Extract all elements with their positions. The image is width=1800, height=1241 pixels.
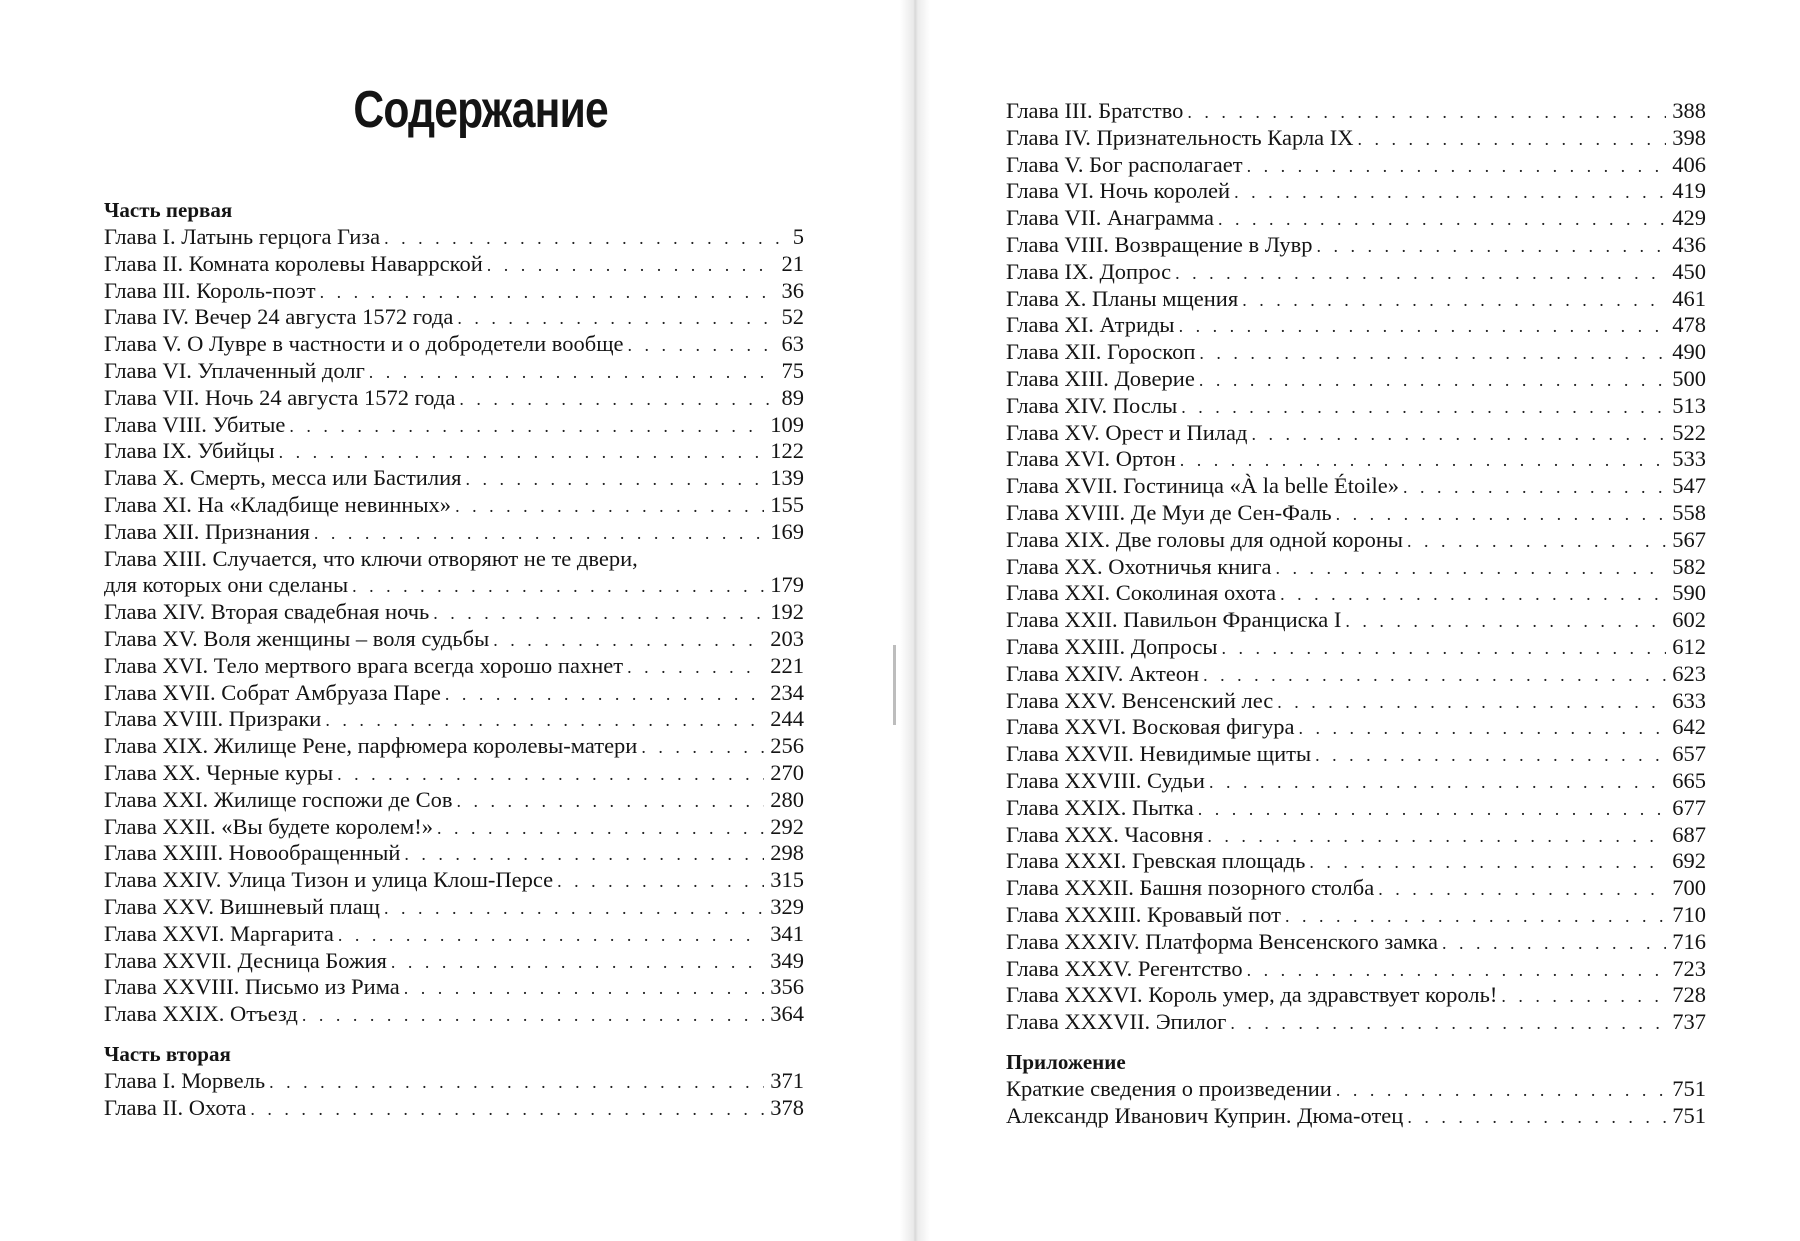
toc-entry bbox=[104, 840, 804, 867]
toc-entry bbox=[1006, 473, 1706, 500]
toc-entry bbox=[104, 304, 804, 331]
toc-entry bbox=[1006, 580, 1706, 607]
dot-leader bbox=[1336, 1077, 1666, 1104]
dot-leader bbox=[1187, 99, 1666, 126]
toc-entry-page: 89 bbox=[781, 384, 804, 410]
toc-entry-title: Глава XXVII. Невидимые щиты bbox=[1006, 741, 1312, 767]
toc-entry-page: 36 bbox=[781, 277, 804, 303]
toc-entry-page: 533 bbox=[1672, 446, 1706, 472]
toc-entry bbox=[1006, 822, 1706, 849]
toc-entry bbox=[104, 814, 804, 841]
toc-entry bbox=[1006, 982, 1706, 1009]
dot-leader bbox=[337, 761, 764, 788]
toc-entry-page: 692 bbox=[1672, 848, 1706, 874]
dot-leader bbox=[557, 868, 764, 895]
section-spacer bbox=[104, 1028, 804, 1040]
toc-entry-title: Глава XV. Воля женщины – воля судьбы bbox=[104, 625, 490, 651]
toc-entry-title: Глава IX. Допрос bbox=[1006, 258, 1172, 284]
toc-entry-title: Глава XXII. «Вы будете королем!» bbox=[104, 813, 433, 839]
toc-entry-page: 461 bbox=[1672, 285, 1706, 311]
toc-entry-title: Глава II. Комната королевы Наваррской bbox=[104, 250, 483, 276]
toc-entry-title: Глава XXII. Павильон Франциска I bbox=[1006, 607, 1342, 633]
toc-entry bbox=[1006, 125, 1706, 152]
toc-entry-title: Глава IX. Убийцы bbox=[104, 438, 275, 464]
toc-entry-page: 642 bbox=[1672, 714, 1706, 740]
dot-leader bbox=[269, 1069, 764, 1096]
dot-leader bbox=[1298, 715, 1666, 742]
toc-entry bbox=[1006, 768, 1706, 795]
toc-entry-page: 203 bbox=[770, 625, 804, 651]
toc-entry-title: Глава XVII. Собрат Амбруаза Паре bbox=[104, 679, 441, 705]
dot-leader bbox=[1358, 126, 1667, 153]
toc-entry-title: Глава XV. Орест и Пилад bbox=[1006, 419, 1248, 445]
toc-entry-page: 450 bbox=[1672, 258, 1706, 284]
toc-entry-page: 728 bbox=[1672, 982, 1706, 1008]
toc-entry bbox=[104, 385, 804, 412]
toc-entry-page: 292 bbox=[770, 813, 804, 839]
toc-entry bbox=[1006, 1009, 1706, 1036]
toc-entry bbox=[1006, 875, 1706, 902]
dot-leader bbox=[641, 734, 764, 761]
toc-entry-title: Глава I. Латынь герцога Гиза bbox=[104, 224, 381, 249]
toc-entry-title: Глава XXIX. Пытка bbox=[1006, 794, 1194, 820]
toc-entry bbox=[104, 438, 804, 465]
toc-entry-title: Глава XXXII. Башня позорного столба bbox=[1006, 875, 1375, 901]
toc-entry-title: Глава III. Король-поэт bbox=[104, 277, 316, 303]
dot-leader bbox=[1234, 179, 1666, 206]
toc-entry bbox=[104, 358, 804, 385]
toc-entry-page: 398 bbox=[1672, 124, 1706, 150]
toc-entry-title: Глава XVI. Ортон bbox=[1006, 446, 1176, 472]
dot-leader bbox=[250, 1096, 764, 1123]
toc-entry-page: 109 bbox=[770, 411, 804, 437]
toc-entry-page: 356 bbox=[770, 974, 804, 1000]
dot-leader bbox=[1198, 796, 1667, 823]
toc-entry bbox=[1006, 607, 1706, 634]
toc-entry-title: Глава II. Охота bbox=[104, 1094, 247, 1120]
toc-entry-page: 234 bbox=[770, 679, 804, 705]
dot-leader bbox=[1218, 206, 1666, 233]
dot-leader bbox=[627, 654, 764, 681]
toc-entry-title: Глава XI. Атриды bbox=[1006, 312, 1175, 338]
toc-entry-page: 349 bbox=[770, 947, 804, 973]
dot-leader bbox=[1203, 662, 1666, 689]
toc-entry bbox=[104, 894, 804, 921]
dot-leader bbox=[302, 1002, 764, 1029]
toc-entry-title: Глава XIV. Послы bbox=[1006, 392, 1178, 418]
dot-leader bbox=[1336, 501, 1667, 528]
toc-entry-page: 657 bbox=[1672, 741, 1706, 767]
toc-entry-page: 623 bbox=[1672, 660, 1706, 686]
toc-entry-title: Глава XXXVII. Эпилог bbox=[1006, 1009, 1227, 1035]
dot-leader bbox=[433, 600, 764, 627]
appendix-heading: Приложение bbox=[1006, 1049, 1126, 1074]
toc-entry-title: Глава V. О Лувре в частности и о добродетели вообще bbox=[104, 331, 624, 357]
toc-entry-page: 687 bbox=[1672, 821, 1706, 847]
dot-leader bbox=[1403, 474, 1666, 501]
toc-entry-title: Глава XIX. Жилище Рене, парфюмера королевы-матери bbox=[104, 733, 638, 759]
toc-entry bbox=[104, 867, 804, 894]
toc-entry-title: Глава VIII. Возвращение в Лувр bbox=[1006, 231, 1313, 257]
toc-entry bbox=[104, 331, 804, 358]
dot-leader bbox=[1242, 287, 1666, 314]
part-one-heading: Часть первая bbox=[104, 198, 233, 222]
toc-entry-title: Глава I. Морвель bbox=[104, 1067, 266, 1093]
dot-leader bbox=[314, 520, 764, 547]
toc-entry-page: 436 bbox=[1672, 231, 1706, 257]
toc-entry bbox=[104, 787, 804, 814]
toc-entry-title: Глава XVI. Тело мертвого врага всегда хорошо пахнет bbox=[104, 652, 624, 678]
toc-entry-title: Глава VI. Ночь королей bbox=[1006, 178, 1231, 204]
toc-entry-title: Глава V. Бог располагает bbox=[1006, 151, 1243, 177]
toc-entry-title: Глава III. Братство bbox=[1006, 98, 1184, 123]
toc-entry-page: 169 bbox=[770, 518, 804, 544]
dot-leader bbox=[493, 627, 764, 654]
dot-leader bbox=[1247, 153, 1667, 180]
toc-entry-page: 590 bbox=[1672, 580, 1706, 606]
toc-entry-title: Глава XXXIV. Платформа Венсенского замка bbox=[1006, 928, 1439, 954]
dot-leader bbox=[628, 332, 776, 359]
toc-entry bbox=[1006, 500, 1706, 527]
dot-leader bbox=[289, 413, 764, 440]
toc-entry bbox=[104, 760, 804, 787]
toc-entry-title: Глава XXV. Вишневый плащ bbox=[104, 893, 380, 919]
dot-leader bbox=[1315, 742, 1666, 769]
dot-leader bbox=[325, 707, 764, 734]
toc-entry-page: 419 bbox=[1672, 178, 1706, 204]
toc-entry bbox=[104, 653, 804, 680]
toc-entry-title: Глава XIV. Вторая свадебная ночь bbox=[104, 599, 430, 625]
toc-entry-title: Глава XXIX. Отъезд bbox=[104, 1001, 298, 1027]
toc-entry bbox=[104, 492, 804, 519]
toc-entry-page: 567 bbox=[1672, 526, 1706, 552]
toc-entry-page: 5 bbox=[792, 224, 804, 249]
toc-entry-title: Глава IV. Признательность Карла IX bbox=[1006, 124, 1354, 150]
toc-entry-title: Глава VI. Уплаченный долг bbox=[104, 357, 365, 383]
page-title: Содержание bbox=[353, 81, 608, 139]
toc-entry bbox=[104, 251, 804, 278]
toc-entry-title: Глава XXXV. Регентство bbox=[1006, 955, 1243, 981]
toc-entry bbox=[104, 626, 804, 653]
toc-entry-page: 478 bbox=[1672, 312, 1706, 338]
dot-leader bbox=[1407, 1104, 1666, 1131]
toc-entry bbox=[1006, 902, 1706, 929]
toc-entry-page: 364 bbox=[770, 1001, 804, 1027]
toc-entry-title: Глава XXVIII. Судьи bbox=[1006, 767, 1205, 793]
toc-entry-title: Глава XXXI. Гревская площадь bbox=[1006, 848, 1306, 874]
toc-entry-title: Глава X. Смерть, месса или Бастилия bbox=[104, 465, 462, 491]
right-page bbox=[915, 0, 1800, 1241]
toc-entry-title: Глава XXIII. Допросы bbox=[1006, 633, 1218, 659]
toc-entry-page: 244 bbox=[770, 706, 804, 732]
toc-entry-title: Глава XXI. Жилище госпожи де Сов bbox=[104, 786, 453, 812]
toc-entry-page: 341 bbox=[770, 920, 804, 946]
toc-entry-page: 155 bbox=[770, 491, 804, 517]
toc-entry bbox=[1006, 554, 1706, 581]
toc-entry bbox=[1006, 286, 1706, 313]
toc-entry-title: Глава XVII. Гостиница «À la belle Étoile» bbox=[1006, 473, 1399, 499]
toc-entry bbox=[1006, 339, 1706, 366]
dot-leader bbox=[1179, 313, 1667, 340]
toc-entry bbox=[1006, 527, 1706, 554]
toc-entry-title: Глава XXVIII. Письмо из Рима bbox=[104, 974, 400, 1000]
toc-entry-title: Глава X. Планы мщения bbox=[1006, 285, 1239, 311]
toc-entry bbox=[1006, 446, 1706, 473]
toc-entry-title: Глава XII. Гороскоп bbox=[1006, 339, 1196, 365]
dot-leader bbox=[1280, 581, 1666, 608]
toc-entry-title-continued: для которых они сделаны bbox=[104, 572, 349, 598]
part-two-list-right bbox=[1006, 98, 1706, 1036]
toc-entry bbox=[104, 1001, 804, 1028]
toc-entry-title: Глава XII. Признания bbox=[104, 518, 310, 544]
toc-entry-title: Глава XXIV. Актеон bbox=[1006, 660, 1200, 686]
dot-leader bbox=[1407, 528, 1666, 555]
toc-entry bbox=[1006, 634, 1706, 661]
dot-leader bbox=[1175, 260, 1666, 287]
toc-entry-page: 547 bbox=[1672, 473, 1706, 499]
toc-entry-title: Глава XIII. Случается, что ключи отворяют не те двери, bbox=[104, 545, 638, 571]
toc-entry bbox=[1006, 366, 1706, 393]
toc-left-column bbox=[104, 196, 804, 1122]
toc-entry-title: Глава XXXIII. Кровавый пот bbox=[1006, 901, 1281, 927]
toc-entry-page: 179 bbox=[770, 572, 804, 598]
dot-leader bbox=[487, 252, 776, 279]
appendix-list bbox=[1006, 1076, 1706, 1130]
dot-leader bbox=[1199, 340, 1666, 367]
toc-entry-title: Глава XI. На «Кладбище невинных» bbox=[104, 491, 452, 517]
part-one-list bbox=[104, 224, 804, 1028]
toc-entry-title: Глава XXXVI. Король умер, да здравствует король! bbox=[1006, 982, 1498, 1008]
toc-entry bbox=[1006, 688, 1706, 715]
toc-entry-title: Глава XXIII. Новообращенный bbox=[104, 840, 401, 866]
toc-entry-title: Глава XVIII. Призраки bbox=[104, 706, 322, 732]
toc-entry-title: Глава VIII. Убитые bbox=[104, 411, 286, 437]
toc-entry-page: 716 bbox=[1672, 928, 1706, 954]
dot-leader bbox=[465, 466, 764, 493]
toc-entry bbox=[104, 1068, 804, 1095]
toc-entry-page: 221 bbox=[770, 652, 804, 678]
toc-entry-title: Глава XIX. Две головы для одной короны bbox=[1006, 526, 1403, 552]
toc-entry bbox=[1006, 661, 1706, 688]
toc-entry-page: 429 bbox=[1672, 205, 1706, 231]
dot-leader bbox=[1181, 394, 1666, 421]
toc-entry-page: 751 bbox=[1672, 1075, 1706, 1101]
dot-leader bbox=[384, 895, 764, 922]
toc-entry bbox=[104, 1095, 804, 1122]
dot-leader bbox=[1442, 930, 1666, 957]
toc-entry bbox=[104, 546, 804, 600]
toc-entry-title: Глава XXVI. Маргарита bbox=[104, 920, 334, 946]
toc-entry-page: 633 bbox=[1672, 687, 1706, 713]
toc-entry-page: 75 bbox=[781, 357, 804, 383]
toc-entry-title: Глава XXV. Венсенский лес bbox=[1006, 687, 1274, 713]
dot-leader bbox=[1199, 367, 1666, 394]
dot-leader bbox=[369, 359, 776, 386]
toc-entry bbox=[104, 224, 804, 251]
toc-entry-title: Глава XVIII. Де Муи де Сен-Фаль bbox=[1006, 499, 1332, 525]
toc-entry bbox=[1006, 741, 1706, 768]
toc-entry-page: 700 bbox=[1672, 875, 1706, 901]
toc-entry bbox=[1006, 929, 1706, 956]
toc-entry-page: 500 bbox=[1672, 365, 1706, 391]
dot-leader bbox=[1501, 983, 1666, 1010]
toc-entry-page: 256 bbox=[770, 733, 804, 759]
part-two-heading: Часть вторая bbox=[104, 1041, 231, 1066]
toc-entry-title: Глава XXI. Соколиная охота bbox=[1006, 580, 1277, 606]
toc-entry-title: Глава XXX. Часовня bbox=[1006, 821, 1204, 847]
toc-entry bbox=[104, 519, 804, 546]
toc-entry-page: 192 bbox=[770, 599, 804, 625]
toc-entry-page: 558 bbox=[1672, 499, 1706, 525]
toc-entry-page: 329 bbox=[770, 893, 804, 919]
dot-leader bbox=[1345, 608, 1666, 635]
dot-leader bbox=[1277, 689, 1666, 716]
toc-entry bbox=[1006, 795, 1706, 822]
toc-entry-page: 298 bbox=[770, 840, 804, 866]
toc-entry-title: Глава VII. Анаграмма bbox=[1006, 205, 1215, 231]
dot-leader bbox=[445, 681, 764, 708]
toc-entry-title: Глава XIII. Доверие bbox=[1006, 365, 1195, 391]
toc-entry bbox=[1006, 259, 1706, 286]
toc-entry bbox=[104, 599, 804, 626]
toc-entry-page: 371 bbox=[770, 1067, 804, 1093]
toc-entry-page: 378 bbox=[770, 1094, 804, 1120]
toc-entry-page: 612 bbox=[1672, 633, 1706, 659]
dot-leader bbox=[457, 305, 775, 332]
toc-entry bbox=[104, 706, 804, 733]
toc-entry bbox=[104, 412, 804, 439]
toc-entry-page: 139 bbox=[770, 465, 804, 491]
dot-leader bbox=[1378, 876, 1666, 903]
dot-leader bbox=[1209, 769, 1666, 796]
toc-entry-page: 751 bbox=[1672, 1102, 1706, 1128]
toc-entry-page: 710 bbox=[1672, 901, 1706, 927]
toc-entry bbox=[1006, 1103, 1706, 1130]
toc-entry-title: Глава XX. Черные куры bbox=[104, 759, 334, 785]
toc-right-column bbox=[1006, 98, 1706, 1129]
toc-entry bbox=[104, 733, 804, 760]
section-spacer bbox=[1006, 1036, 1706, 1048]
toc-entry bbox=[1006, 312, 1706, 339]
toc-entry bbox=[1006, 1076, 1706, 1103]
toc-entry bbox=[104, 465, 804, 492]
part-two-list-left bbox=[104, 1068, 804, 1122]
toc-entry bbox=[1006, 98, 1706, 125]
toc-entry-page: 21 bbox=[781, 250, 804, 276]
dot-leader bbox=[404, 841, 764, 868]
toc-entry-page: 315 bbox=[770, 867, 804, 893]
toc-entry-page: 602 bbox=[1672, 607, 1706, 633]
dot-leader bbox=[1251, 421, 1666, 448]
toc-entry bbox=[104, 278, 804, 305]
toc-entry bbox=[1006, 152, 1706, 179]
toc-entry bbox=[1006, 956, 1706, 983]
dot-leader bbox=[1276, 555, 1667, 582]
toc-entry-page: 737 bbox=[1672, 1009, 1706, 1035]
toc-entry-page: 52 bbox=[781, 304, 804, 330]
toc-entry-page: 522 bbox=[1672, 419, 1706, 445]
toc-entry-title: Глава VII. Ночь 24 августа 1572 года bbox=[104, 384, 456, 410]
toc-entry bbox=[104, 948, 804, 975]
dot-leader bbox=[459, 386, 775, 413]
toc-entry-page: 280 bbox=[770, 786, 804, 812]
toc-entry-title: Глава XX. Охотничья книга bbox=[1006, 553, 1272, 579]
toc-entry-title: Глава IV. Вечер 24 августа 1572 года bbox=[104, 304, 454, 330]
toc-entry-page: 723 bbox=[1672, 955, 1706, 981]
toc-entry bbox=[1006, 232, 1706, 259]
toc-entry-page: 122 bbox=[770, 438, 804, 464]
dot-leader bbox=[1230, 1010, 1666, 1037]
toc-entry bbox=[1006, 205, 1706, 232]
toc-entry-title: Глава XXVII. Десница Божия bbox=[104, 947, 387, 973]
toc-entry-page: 388 bbox=[1672, 98, 1706, 123]
dot-leader bbox=[1247, 957, 1667, 984]
toc-entry-line2 bbox=[104, 572, 804, 599]
dot-leader bbox=[338, 922, 764, 949]
toc-entry bbox=[104, 921, 804, 948]
toc-entry-page: 677 bbox=[1672, 794, 1706, 820]
toc-entry bbox=[1006, 420, 1706, 447]
dot-leader bbox=[1180, 447, 1667, 474]
toc-entry-page: 406 bbox=[1672, 151, 1706, 177]
toc-entry-page: 513 bbox=[1672, 392, 1706, 418]
toc-entry-title: Глава XXIV. Улица Тизон и улица Клош-Персе bbox=[104, 867, 554, 893]
dot-leader bbox=[456, 788, 764, 815]
dot-leader bbox=[320, 279, 776, 306]
dot-leader bbox=[1285, 903, 1666, 930]
toc-entry bbox=[1006, 848, 1706, 875]
dot-leader bbox=[1207, 823, 1666, 850]
toc-entry-page: 490 bbox=[1672, 339, 1706, 365]
toc-entry-title: Александр Иванович Куприн. Дюма-отец bbox=[1006, 1102, 1404, 1128]
toc-entry-page: 63 bbox=[781, 331, 804, 357]
dot-leader bbox=[404, 975, 764, 1002]
toc-entry-title: Глава XXVI. Восковая фигура bbox=[1006, 714, 1295, 740]
toc-entry-page: 582 bbox=[1672, 553, 1706, 579]
gutter-shadow bbox=[893, 645, 896, 725]
dot-leader bbox=[455, 493, 764, 520]
toc-entry bbox=[104, 680, 804, 707]
dot-leader bbox=[279, 439, 765, 466]
toc-entry-page: 270 bbox=[770, 759, 804, 785]
toc-entry-page: 665 bbox=[1672, 767, 1706, 793]
dot-leader bbox=[1222, 635, 1667, 662]
toc-entry bbox=[104, 974, 804, 1001]
toc-entry bbox=[1006, 178, 1706, 205]
dot-leader bbox=[1309, 849, 1666, 876]
toc-entry bbox=[1006, 714, 1706, 741]
dot-leader bbox=[391, 949, 764, 976]
toc-entry bbox=[1006, 393, 1706, 420]
dot-leader bbox=[352, 573, 764, 600]
dot-leader bbox=[437, 815, 764, 842]
dot-leader bbox=[384, 225, 787, 252]
dot-leader bbox=[1317, 233, 1667, 260]
toc-entry-title: Краткие сведения о произведении bbox=[1006, 1075, 1332, 1101]
